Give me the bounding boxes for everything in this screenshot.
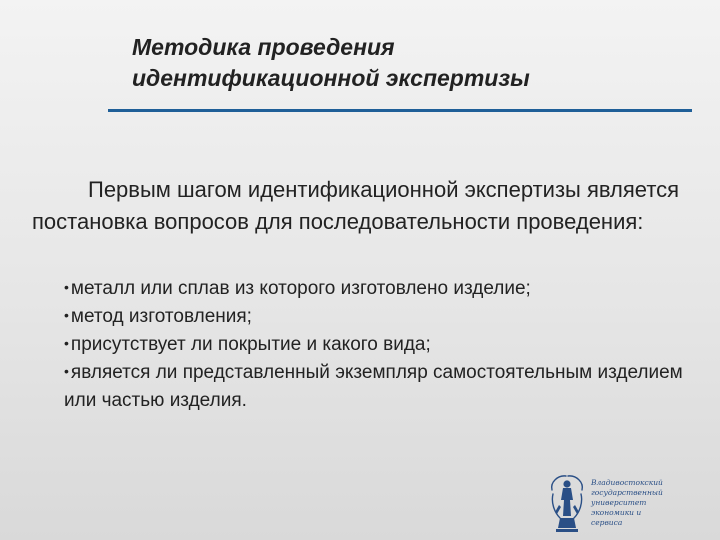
logo-caption-line-4: сервиса bbox=[591, 518, 623, 527]
list-item bbox=[64, 275, 684, 303]
list-item-text: присутствует ли покрытие и какого вида; bbox=[70, 334, 431, 355]
bullet-icon: • bbox=[64, 363, 69, 379]
bullet-list bbox=[64, 275, 684, 415]
title-line-1: Методика проведения bbox=[132, 34, 395, 60]
list-item-text: металл или сплав из которого изготовлено изделие; bbox=[70, 278, 531, 299]
logo-caption-line-3: университет экономики и bbox=[591, 498, 647, 517]
university-emblem-icon bbox=[546, 472, 588, 534]
title-line-2: идентификационной экспертизы bbox=[132, 65, 530, 91]
list-item bbox=[64, 331, 684, 359]
intro-paragraph: Первым шагом идентификационной экспертизы является постановка вопросов для последовательности проведения: bbox=[32, 177, 680, 234]
list-item bbox=[64, 359, 684, 415]
bullet-icon: • bbox=[64, 335, 69, 351]
logo-caption-line-1: Владивостокский bbox=[591, 478, 663, 487]
list-item-text: является ли представленный экземпляр самостоятельным изделием или частью изделия. bbox=[64, 362, 683, 411]
logo-caption-line-2: государственный bbox=[591, 488, 663, 497]
title-divider bbox=[108, 109, 692, 112]
logo-caption bbox=[591, 478, 691, 528]
university-logo bbox=[546, 472, 696, 534]
list-item bbox=[64, 303, 684, 331]
bullet-icon: • bbox=[64, 279, 69, 295]
slide-title bbox=[132, 32, 692, 94]
list-item-text: метод изготовления; bbox=[70, 306, 252, 327]
bullet-icon: • bbox=[64, 307, 69, 323]
